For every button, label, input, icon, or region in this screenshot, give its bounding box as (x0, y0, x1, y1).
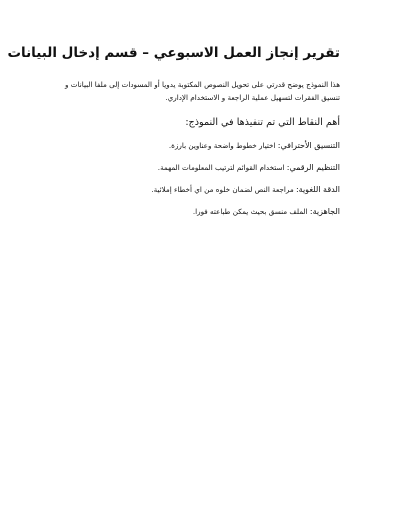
list-item (62, 184, 340, 196)
intro-paragraph: هذا النموذج يوضح قدرتي على تحويل النصوص المكتوبة يدويا أو المسودات إلى ملفا البيانات و تنسيق الفقرات لتسهيل عملية الراجعة و الاستخدام الإداري. (65, 80, 340, 102)
point-term: التنسيق الأحترافي: (277, 141, 340, 150)
point-description: مراجعة النص لضمان خلوه من اي أخطاء إملائية. (151, 185, 296, 194)
point-term: التنظيم الرقمي: (286, 163, 340, 172)
point-term: الجاهزية: (309, 207, 340, 216)
list-item (62, 140, 340, 152)
points-heading: أهم النقاط التي تم تنفيذها في النموذج: (185, 117, 340, 128)
point-description: اختيار خطوط واضحة وعناوين بارزة. (168, 141, 278, 150)
point-description: استخدام القوائم لترتيب المعلومات المهمة. (157, 163, 287, 172)
document-title: تقرير إنجاز العمل الاسبوعي – قسم إدخال البيانات (7, 45, 340, 61)
list-item (62, 206, 340, 218)
document-body (7, 44, 340, 218)
point-description: الملف منسق بحيث يمكن طباعته فورا. (192, 207, 310, 216)
list-item (62, 162, 340, 174)
point-term: الدقة اللغوية: (295, 185, 340, 194)
